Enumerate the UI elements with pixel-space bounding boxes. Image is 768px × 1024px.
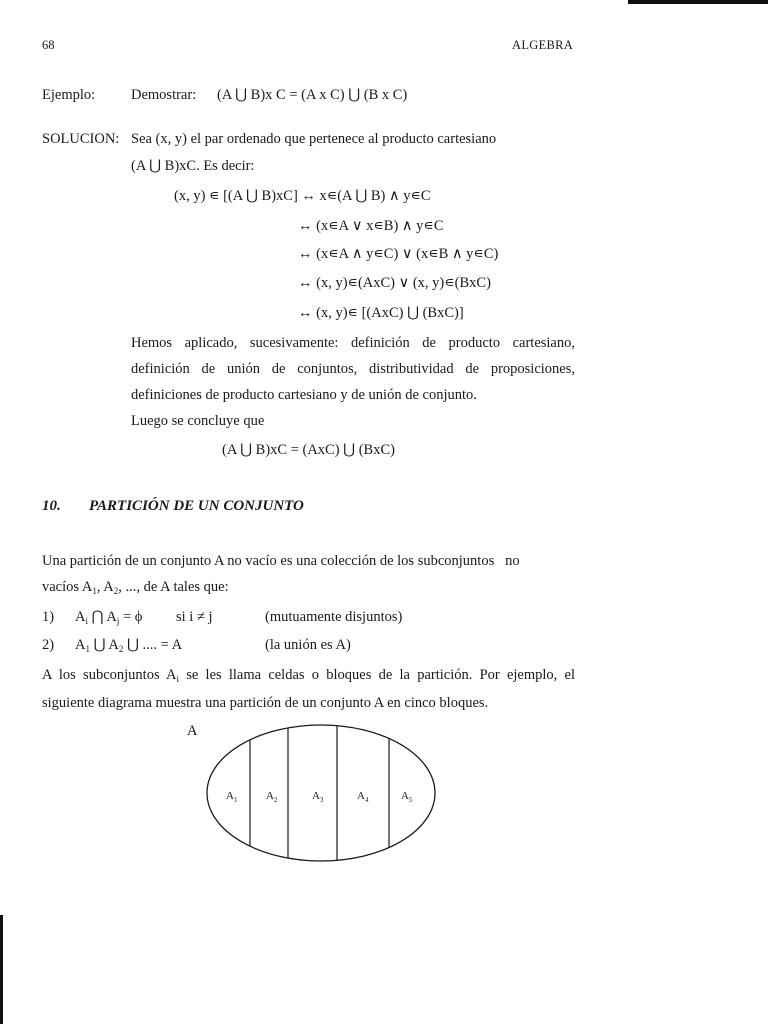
solution-line-2: (A ⋃ B)xC. Es decir: xyxy=(131,158,255,174)
condition-number: 1) xyxy=(42,609,55,625)
explanation-line: definición de unión de conjuntos, distributividad de proposiciones, xyxy=(131,361,575,377)
definition-line-1: Una partición de un conjunto A no vacío es una colección de los subconjuntos no xyxy=(42,553,520,569)
condition-qualifier: si i ≠ j xyxy=(176,609,213,625)
condition-formula: $A_i$ ⋂ $A_j = \phi$ xyxy=(75,609,143,626)
section-title: PARTICIÓN DE UN CONJUNTO xyxy=(89,498,304,514)
cell-label: $A_1$ xyxy=(226,790,238,804)
top-edge-rule xyxy=(628,0,768,4)
example-label: Ejemplo: xyxy=(42,87,96,103)
page-number: 68 xyxy=(42,38,55,52)
cell-label: $A_4$ xyxy=(357,790,369,804)
condition-formula: $A_1$ ⋃ $A_2$ ⋃ .... = A xyxy=(75,637,183,654)
conclusion-intro: Luego se concluye que xyxy=(131,413,265,429)
partition-diagram xyxy=(200,720,445,870)
blocks-line-2: siguiente diagrama muestra una partición de un conjunto A en cinco bloques. xyxy=(42,695,489,711)
derivation-step: ↔ (x, y)∊ [(AxC) ⋃ (BxC)] xyxy=(298,305,464,321)
blocks-line-1: A los subconjuntos $A_i$ se les llama celdas o bloques de la partición. Por ejemplo, el xyxy=(42,667,575,684)
conclusion-formula: (A ⋃ B)xC = (AxC) ⋃ (BxC) xyxy=(222,442,395,458)
explanation-line: Hemos aplicado, sucesivamente: definición de producto cartesiano, xyxy=(131,335,575,351)
derivation-step: ↔ (x∊A ∧ y∊C) ∨ (x∊B ∧ y∊C) xyxy=(298,246,499,262)
condition-note: (la unión es A) xyxy=(265,637,351,653)
solution-label: SOLUCION: xyxy=(42,131,120,147)
derivation-first-line: (x, y) ∊ [(A ⋃ B)xC] ↔ x∊(A ⋃ B) ∧ y∊C xyxy=(174,188,431,204)
example-statement: (A ⋃ B)x C = (A x C) ⋃ (B x C) xyxy=(217,87,408,103)
condition-note: (mutuamente disjuntos) xyxy=(265,609,403,625)
definition-line-2: vacíos $A_1$, $A_2$, ..., de A tales que: xyxy=(42,579,229,596)
derivation-step: ↔ (x∊A ∨ x∊B) ∧ y∊C xyxy=(298,218,444,234)
example-verb: Demostrar: xyxy=(131,87,197,103)
cell-label: $A_3$ xyxy=(312,790,324,804)
section-number: 10. xyxy=(42,498,61,514)
cell-label: $A_5$ xyxy=(401,790,413,804)
solution-line-1: Sea (x, y) el par ordenado que pertenece al producto cartesiano xyxy=(131,131,497,147)
condition-number: 2) xyxy=(42,637,55,653)
set-label: A xyxy=(187,723,198,739)
cell-label: $A_2$ xyxy=(266,790,278,804)
explanation-line: definiciones de producto cartesiano y de unión de conjunto. xyxy=(131,387,477,403)
derivation-step: ↔ (x, y)∊(AxC) ∨ (x, y)∊(BxC) xyxy=(298,275,491,291)
running-title: ALGEBRA xyxy=(512,38,574,52)
left-edge-mark xyxy=(0,915,3,1024)
